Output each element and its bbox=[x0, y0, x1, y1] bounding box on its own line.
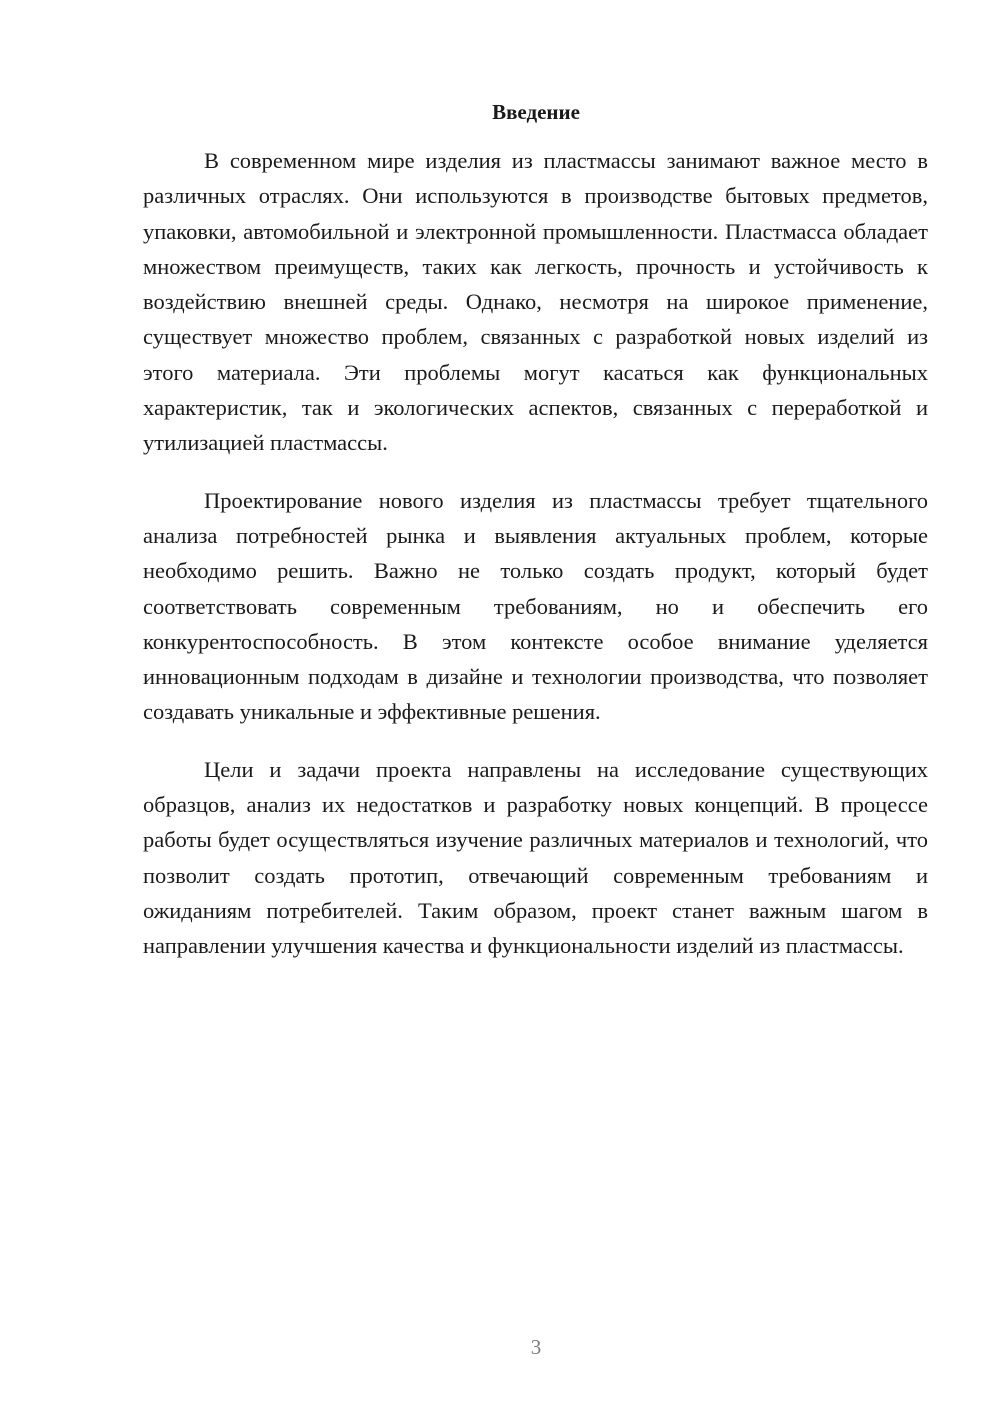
section-heading: Введение bbox=[492, 100, 580, 124]
paragraph-3: Цели и задачи проекта направлены на исследование существующих образцов, анализ их недостатков и разработку новых концепций. В процессе работы будет осуществляться изучение различных материалов и технологий, что позволит создать прототип, отвечающий современным требованиям и ожиданиям потребителей. Таким образом, проект станет важным шагом в направлении улучшения качества и функциональности изделий из пластмассы. bbox=[143, 756, 928, 959]
page-number: 3 bbox=[530, 1335, 542, 1359]
body-text bbox=[143, 143, 928, 986]
paragraph-2: Проектирование нового изделия из пластмассы требует тщательного анализа потребностей рынка и выявления актуальных проблем, которые необходимо решить. Важно не только создать продукт, который будет соответствовать современным требованиям, но и обеспечить его конкурентоспособность. В этом контексте особое внимание уделяется инновационным подходам в дизайне и технологии производства, что позволяет создавать уникальные и эффективные решения. bbox=[143, 487, 928, 725]
paragraph-1: В современном мире изделия из пластмассы занимают важное место в различных отраслях. Они используются в производстве бытовых предметов, упаковки, автомобильной и электронной промышленности. Пластмасса обладает множеством преимуществ, таких как легкость, прочность и устойчивость к воздействию внешней среды. Однако, несмотря на широкое применение, существует множество проблем, связанных с разработкой новых изделий из этого материала. Эти проблемы могут касаться как функциональных характеристик, так и экологических аспектов, связанных с переработкой и утилизацией пластмассы. bbox=[143, 148, 928, 456]
